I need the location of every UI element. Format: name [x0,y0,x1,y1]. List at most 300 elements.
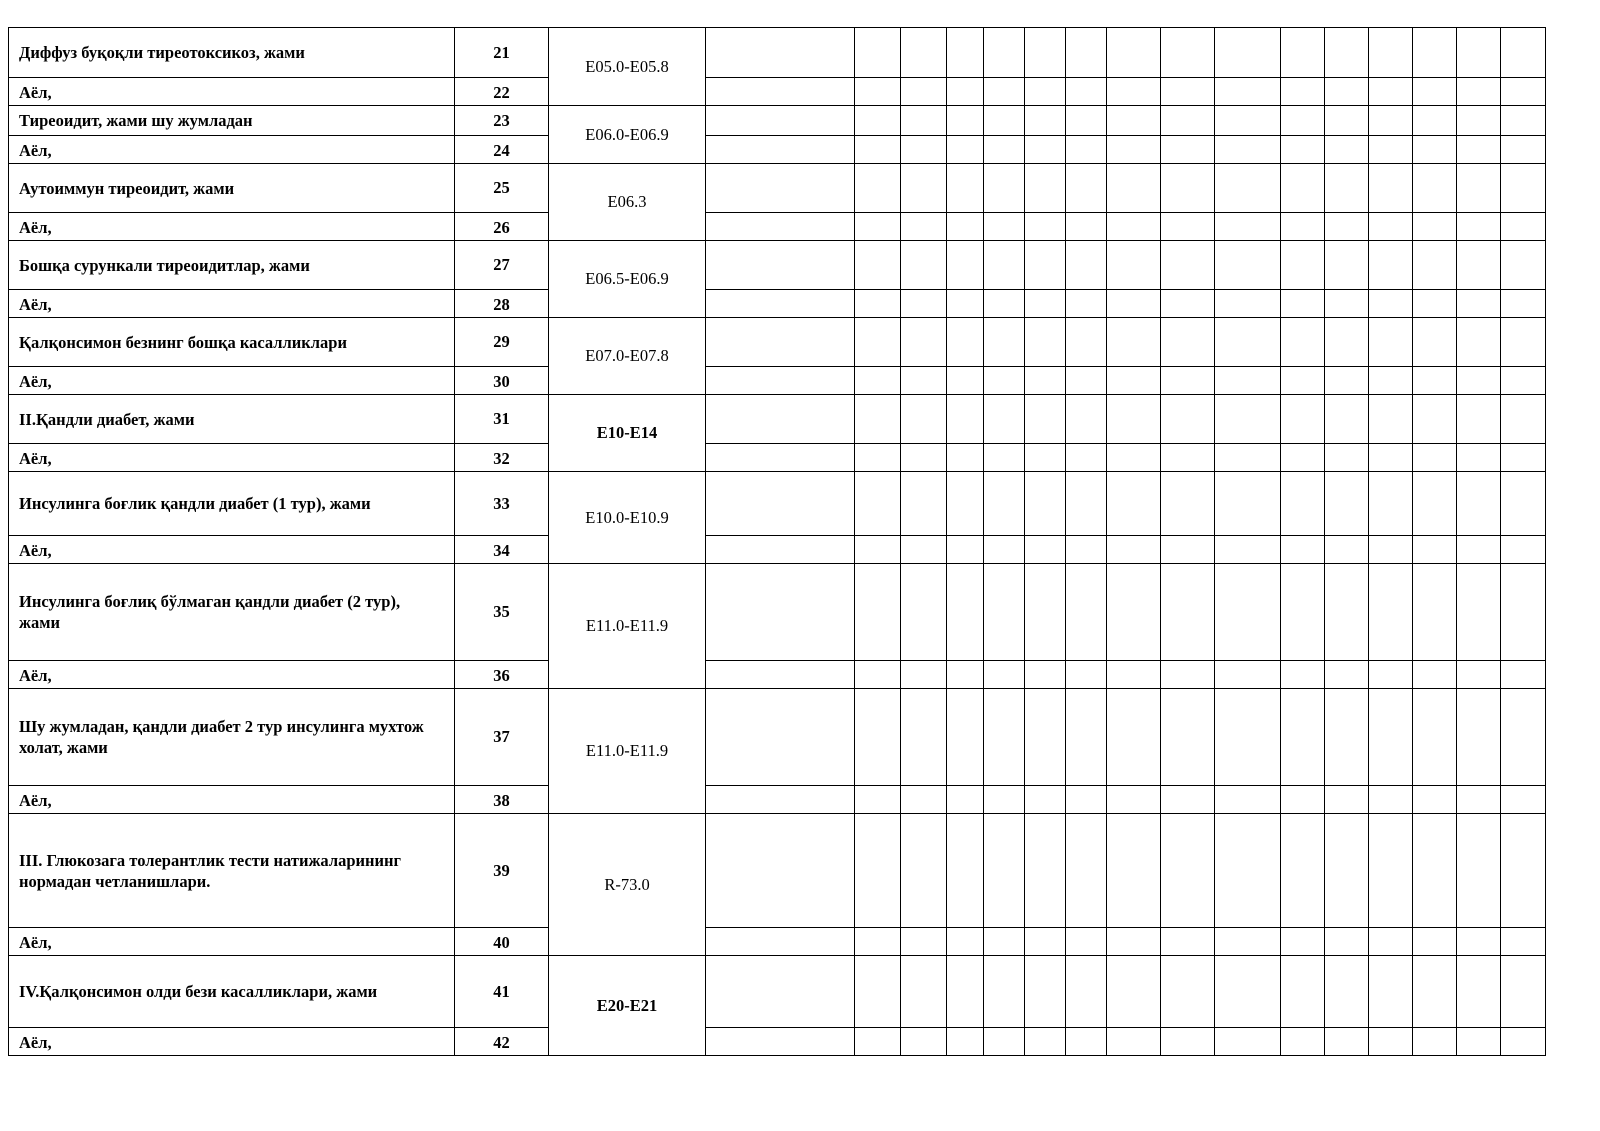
table-row [9,956,1546,1028]
table-row-female [9,213,1546,241]
data-cell [1066,136,1107,164]
row-number: 32 [455,444,549,472]
data-cell [1215,814,1281,928]
data-cell [1369,536,1413,564]
data-cell [901,28,947,78]
row-label-female: Аёл, [9,213,455,241]
data-cell [947,78,984,106]
data-cell [706,28,855,78]
data-cell [901,136,947,164]
data-cell [706,472,855,536]
data-cell [1066,956,1107,1028]
icd-code: E07.0-E07.8 [549,318,706,395]
data-cell [1413,28,1457,78]
row-number: 26 [455,213,549,241]
data-cell [1025,78,1066,106]
data-cell [1215,956,1281,1028]
data-cell [706,213,855,241]
data-cell [1025,164,1066,213]
data-cell [706,928,855,956]
data-cell [947,1028,984,1056]
data-cell [1457,241,1501,290]
icd-code: E06.0-E06.9 [549,106,706,164]
row-number: 23 [455,106,549,136]
data-cell [1107,536,1161,564]
row-number: 36 [455,661,549,689]
data-cell [1161,106,1215,136]
data-cell [1413,164,1457,213]
data-cell [1107,661,1161,689]
data-cell [855,1028,901,1056]
data-cell [1107,564,1161,661]
data-cell [1457,1028,1501,1056]
data-cell [901,661,947,689]
data-cell [1215,536,1281,564]
data-cell [901,241,947,290]
data-cell [706,106,855,136]
data-cell [1066,444,1107,472]
data-cell [1025,136,1066,164]
data-cell [706,164,855,213]
data-cell [1501,28,1546,78]
data-cell [706,956,855,1028]
data-cell [1369,814,1413,928]
data-cell [1161,241,1215,290]
data-cell [1215,164,1281,213]
data-cell [1413,1028,1457,1056]
data-cell [901,814,947,928]
data-cell [1281,444,1325,472]
data-cell [901,536,947,564]
data-cell [901,78,947,106]
data-cell [1066,164,1107,213]
data-cell [1161,786,1215,814]
data-cell [1066,786,1107,814]
data-cell [1161,213,1215,241]
data-cell [855,164,901,213]
icd-code: E11.0-E11.9 [549,689,706,814]
row-number: 27 [455,241,549,290]
data-cell [1215,564,1281,661]
table-row-female [9,444,1546,472]
data-cell [1215,28,1281,78]
table-row-female [9,78,1546,106]
data-cell [706,536,855,564]
icd-code: E10.0-E10.9 [549,472,706,564]
data-cell [1325,367,1369,395]
data-cell [947,472,984,536]
data-cell [1501,367,1546,395]
data-cell [855,136,901,164]
icd-code: E06.5-E06.9 [549,241,706,318]
table-row-female [9,367,1546,395]
data-cell [1161,136,1215,164]
data-cell [1025,367,1066,395]
data-cell [1215,1028,1281,1056]
data-cell [1025,318,1066,367]
data-cell [984,28,1025,78]
data-cell [1107,367,1161,395]
table-row [9,814,1546,928]
data-cell [1161,814,1215,928]
data-cell [1161,472,1215,536]
data-cell [1457,395,1501,444]
data-cell [1325,290,1369,318]
data-cell [901,1028,947,1056]
data-cell [947,136,984,164]
data-cell [1161,661,1215,689]
data-cell [1369,1028,1413,1056]
data-cell [1025,472,1066,536]
statistics-table-sheet [8,27,1546,1056]
table-row-female [9,661,1546,689]
data-cell [1325,814,1369,928]
row-label-female: Аёл, [9,928,455,956]
row-label-female: Аёл, [9,78,455,106]
data-cell [1215,318,1281,367]
data-cell [1215,367,1281,395]
data-cell [984,536,1025,564]
data-cell [1501,689,1546,786]
data-cell [1501,661,1546,689]
table-row [9,318,1546,367]
data-cell [1066,78,1107,106]
data-cell [1413,213,1457,241]
data-cell [1325,472,1369,536]
row-number: 22 [455,78,549,106]
data-cell [947,786,984,814]
data-cell [901,106,947,136]
data-cell [1066,213,1107,241]
data-cell [706,367,855,395]
data-cell [1281,164,1325,213]
data-cell [1281,956,1325,1028]
row-label: Тиреоидит, жами шу жумладан [9,106,455,136]
data-cell [947,28,984,78]
data-cell [1281,661,1325,689]
data-cell [984,472,1025,536]
data-cell [855,786,901,814]
row-label: Инсулинга боғлиқ бўлмаган қандли диабет (2 тур), жами [9,564,455,661]
data-cell [1161,444,1215,472]
data-cell [1025,786,1066,814]
data-cell [1161,318,1215,367]
data-cell [706,661,855,689]
data-cell [901,367,947,395]
data-cell [1025,444,1066,472]
data-cell [855,213,901,241]
row-label-female: Аёл, [9,1028,455,1056]
data-cell [1161,564,1215,661]
data-cell [1413,786,1457,814]
data-cell [1457,814,1501,928]
row-number: 30 [455,367,549,395]
data-cell [1107,28,1161,78]
data-cell [855,318,901,367]
data-cell [1369,661,1413,689]
data-cell [1281,689,1325,786]
data-cell [1215,786,1281,814]
data-cell [1215,928,1281,956]
data-cell [1215,290,1281,318]
data-cell [1369,367,1413,395]
data-cell [1501,78,1546,106]
data-cell [901,290,947,318]
data-cell [984,956,1025,1028]
data-cell [1066,564,1107,661]
data-cell [855,241,901,290]
data-cell [947,928,984,956]
data-cell [1413,536,1457,564]
data-cell [1369,78,1413,106]
table-row-female [9,1028,1546,1056]
data-cell [984,564,1025,661]
data-cell [1369,241,1413,290]
data-cell [1369,28,1413,78]
data-cell [1325,536,1369,564]
data-cell [1457,290,1501,318]
data-cell [706,786,855,814]
data-cell [855,28,901,78]
data-cell [1215,106,1281,136]
row-label: Аутоиммун тиреоидит, жами [9,164,455,213]
data-cell [1066,661,1107,689]
data-cell [1369,290,1413,318]
data-cell [706,1028,855,1056]
data-cell [1457,28,1501,78]
data-cell [1501,472,1546,536]
data-cell [1281,213,1325,241]
data-cell [1066,241,1107,290]
data-cell [855,367,901,395]
data-cell [1413,395,1457,444]
data-cell [1457,318,1501,367]
data-cell [984,164,1025,213]
data-cell [1413,564,1457,661]
data-cell [901,213,947,241]
data-cell [855,689,901,786]
data-cell [901,689,947,786]
data-cell [1025,689,1066,786]
table-row-female [9,786,1546,814]
data-cell [1215,444,1281,472]
data-cell [1501,241,1546,290]
row-number: 34 [455,536,549,564]
row-number: 41 [455,956,549,1028]
data-cell [1457,956,1501,1028]
data-cell [901,786,947,814]
data-cell [984,241,1025,290]
data-cell [1025,395,1066,444]
data-cell [1413,78,1457,106]
row-number: 42 [455,1028,549,1056]
data-cell [1161,395,1215,444]
icd-code: E10-E14 [549,395,706,472]
data-cell [947,814,984,928]
table-row-female [9,928,1546,956]
data-cell [1325,689,1369,786]
icd-code: E05.0-E05.8 [549,28,706,106]
data-cell [1161,536,1215,564]
data-cell [1066,395,1107,444]
icd-code: E20-E21 [549,956,706,1056]
data-cell [1161,290,1215,318]
data-cell [855,814,901,928]
data-cell [1281,78,1325,106]
data-cell [1325,78,1369,106]
data-cell [1215,395,1281,444]
data-cell [1501,290,1546,318]
data-cell [1501,136,1546,164]
data-cell [1413,136,1457,164]
data-cell [1107,928,1161,956]
data-cell [984,689,1025,786]
data-cell [1215,213,1281,241]
data-cell [855,928,901,956]
data-cell [1107,136,1161,164]
row-number: 38 [455,786,549,814]
data-cell [1325,661,1369,689]
data-cell [1457,786,1501,814]
data-cell [1107,1028,1161,1056]
data-cell [1066,689,1107,786]
data-cell [947,367,984,395]
data-cell [1457,136,1501,164]
table-row [9,472,1546,536]
data-cell [901,395,947,444]
data-cell [947,106,984,136]
row-label-female: Аёл, [9,290,455,318]
data-cell [1025,106,1066,136]
data-cell [1413,928,1457,956]
data-cell [1369,136,1413,164]
row-label: Қалқонсимон безнинг бошқа касалликлари [9,318,455,367]
data-cell [1215,472,1281,536]
table-row [9,395,1546,444]
data-cell [1501,1028,1546,1056]
data-cell [1281,472,1325,536]
data-cell [1501,564,1546,661]
data-cell [1413,689,1457,786]
data-cell [1025,536,1066,564]
row-label: III. Глюкозага толерантлик тести натижаларининг нормадан четланишлари. [9,814,455,928]
data-cell [947,956,984,1028]
data-cell [1161,1028,1215,1056]
data-cell [1325,928,1369,956]
table-row-female [9,536,1546,564]
data-cell [1501,928,1546,956]
data-cell [1501,395,1546,444]
data-cell [1025,1028,1066,1056]
data-cell [1325,786,1369,814]
table-row [9,564,1546,661]
data-cell [1501,786,1546,814]
data-cell [855,956,901,1028]
data-cell [1161,689,1215,786]
data-cell [1025,290,1066,318]
data-cell [855,536,901,564]
data-cell [1369,395,1413,444]
data-cell [1413,956,1457,1028]
data-cell [1107,106,1161,136]
data-cell [1413,444,1457,472]
data-cell [1457,689,1501,786]
data-cell [1161,164,1215,213]
data-cell [1161,956,1215,1028]
data-cell [706,78,855,106]
data-cell [1281,536,1325,564]
data-cell [1369,444,1413,472]
data-cell [1281,367,1325,395]
data-cell [1025,241,1066,290]
row-label-female: Аёл, [9,661,455,689]
row-number: 35 [455,564,549,661]
data-cell [1501,814,1546,928]
data-cell [1369,213,1413,241]
table-row [9,106,1546,136]
data-cell [855,472,901,536]
data-cell [1501,213,1546,241]
data-cell [1107,689,1161,786]
row-number: 28 [455,290,549,318]
data-cell [1281,814,1325,928]
row-number: 25 [455,164,549,213]
data-cell [1066,106,1107,136]
data-cell [1369,928,1413,956]
data-cell [1457,78,1501,106]
data-cell [1457,536,1501,564]
data-cell [1501,536,1546,564]
row-number: 29 [455,318,549,367]
data-cell [984,318,1025,367]
data-cell [1066,536,1107,564]
data-cell [1457,472,1501,536]
data-cell [1025,564,1066,661]
data-cell [855,444,901,472]
data-cell [1281,318,1325,367]
data-cell [947,444,984,472]
row-label: Бошқа сурункали тиреоидитлар, жами [9,241,455,290]
data-cell [1215,689,1281,786]
data-cell [947,164,984,213]
data-cell [1457,367,1501,395]
table-row [9,28,1546,78]
data-cell [1369,956,1413,1028]
data-cell [1413,241,1457,290]
data-cell [1325,28,1369,78]
row-number: 37 [455,689,549,786]
data-cell [1066,814,1107,928]
data-cell [1369,318,1413,367]
data-cell [1281,28,1325,78]
data-cell [706,564,855,661]
data-cell [1107,814,1161,928]
data-cell [1161,28,1215,78]
data-cell [984,106,1025,136]
data-cell [1457,661,1501,689]
icd-code: R-73.0 [549,814,706,956]
data-cell [706,241,855,290]
data-cell [984,1028,1025,1056]
data-cell [947,564,984,661]
table-row-female [9,136,1546,164]
row-number: 31 [455,395,549,444]
data-cell [706,814,855,928]
data-cell [1107,956,1161,1028]
data-cell [1107,213,1161,241]
data-cell [947,318,984,367]
data-cell [947,213,984,241]
